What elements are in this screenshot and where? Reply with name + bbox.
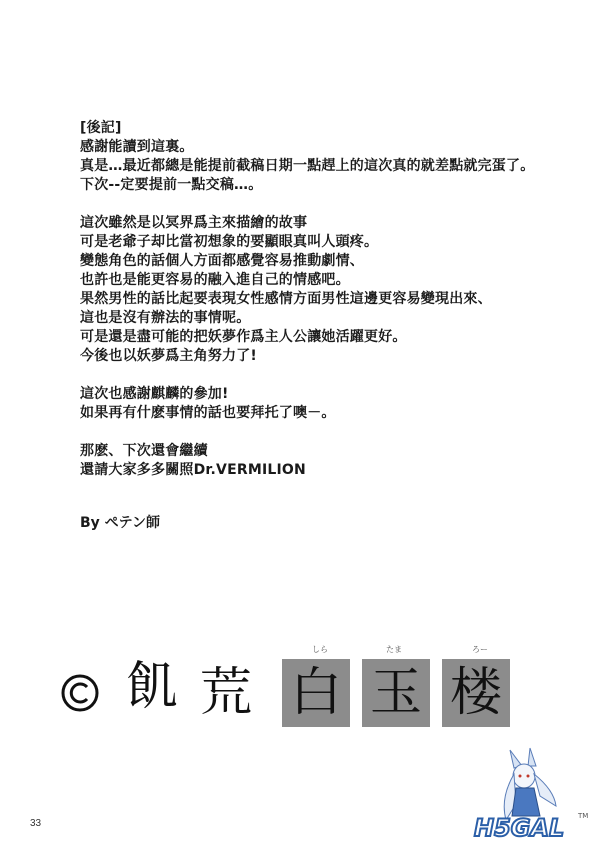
- circle-logo: [60, 645, 530, 735]
- afterword-text: [80, 119, 580, 480]
- logo-box: [442, 659, 510, 727]
- afterword-line: 還請大家多多關照Dr.VERMILION: [80, 462, 306, 478]
- afterword-line: 這次雖然是以冥界爲主來描繪的故事: [80, 215, 308, 231]
- afterword-line: 也許也是能更容易的融入進自己的情感吧。: [80, 272, 350, 288]
- logo-char: 楼: [449, 663, 502, 723]
- logo-char: 玉: [369, 663, 422, 723]
- paragraph-gap: [80, 423, 580, 442]
- author-signature: By ペテン師: [80, 515, 160, 531]
- logo-ruby: たま: [386, 645, 402, 654]
- afterword-line: 如果再有什麽事情的話也要拜托了噢－。: [80, 405, 336, 421]
- paragraph-gap: [80, 366, 580, 385]
- afterword-line: 今後也以妖夢爲主角努力了!: [80, 348, 257, 364]
- logo-char: 飢: [126, 657, 179, 717]
- afterword-line: 變態角色的話個人方面都感覺容易推動劇情、: [80, 253, 364, 269]
- watermark-logo: [470, 746, 596, 842]
- page-number: 33: [30, 818, 42, 829]
- logo-ruby: しら: [312, 645, 328, 654]
- logo-ruby: ろー: [472, 645, 488, 654]
- afterword-line: 果然男性的話比起要表現女性感情方面男性這邊更容易變現出來、: [80, 291, 492, 307]
- afterword-line: 真是…最近都總是能提前截稿日期一點趕上的這次真的就差點就完蛋了。: [80, 158, 535, 174]
- afterword-line: 可是還是盡可能的把妖夢作爲主人公讓她活躍更好。: [80, 329, 407, 345]
- afterword-heading: [後記]: [80, 120, 122, 136]
- logo-box: [362, 659, 430, 727]
- paragraph-gap: [80, 195, 580, 214]
- afterword-line: 這也是沒有辦法的事情呢。: [80, 310, 251, 326]
- afterword-line: 下次--定要提前一點交稿…。: [80, 177, 263, 193]
- logo-char: 荒: [200, 663, 253, 723]
- afterword-line: 這次也感謝麒麟的參加!: [80, 386, 229, 402]
- copyright-circle-icon: [60, 673, 100, 713]
- afterword-line: 那麽、下次還會繼續: [80, 443, 208, 459]
- watermark-text: H5GAL: [474, 814, 565, 842]
- logo-char: 白: [289, 663, 342, 723]
- mascot-figure: [504, 748, 556, 820]
- afterword-line: 感謝能讀到這裏。: [80, 139, 194, 155]
- afterword-line: 可是老爺子却比當初想象的要顯眼真叫人頭疼。: [80, 234, 379, 250]
- watermark-trademark: TM: [578, 812, 589, 820]
- logo-box: [282, 659, 350, 727]
